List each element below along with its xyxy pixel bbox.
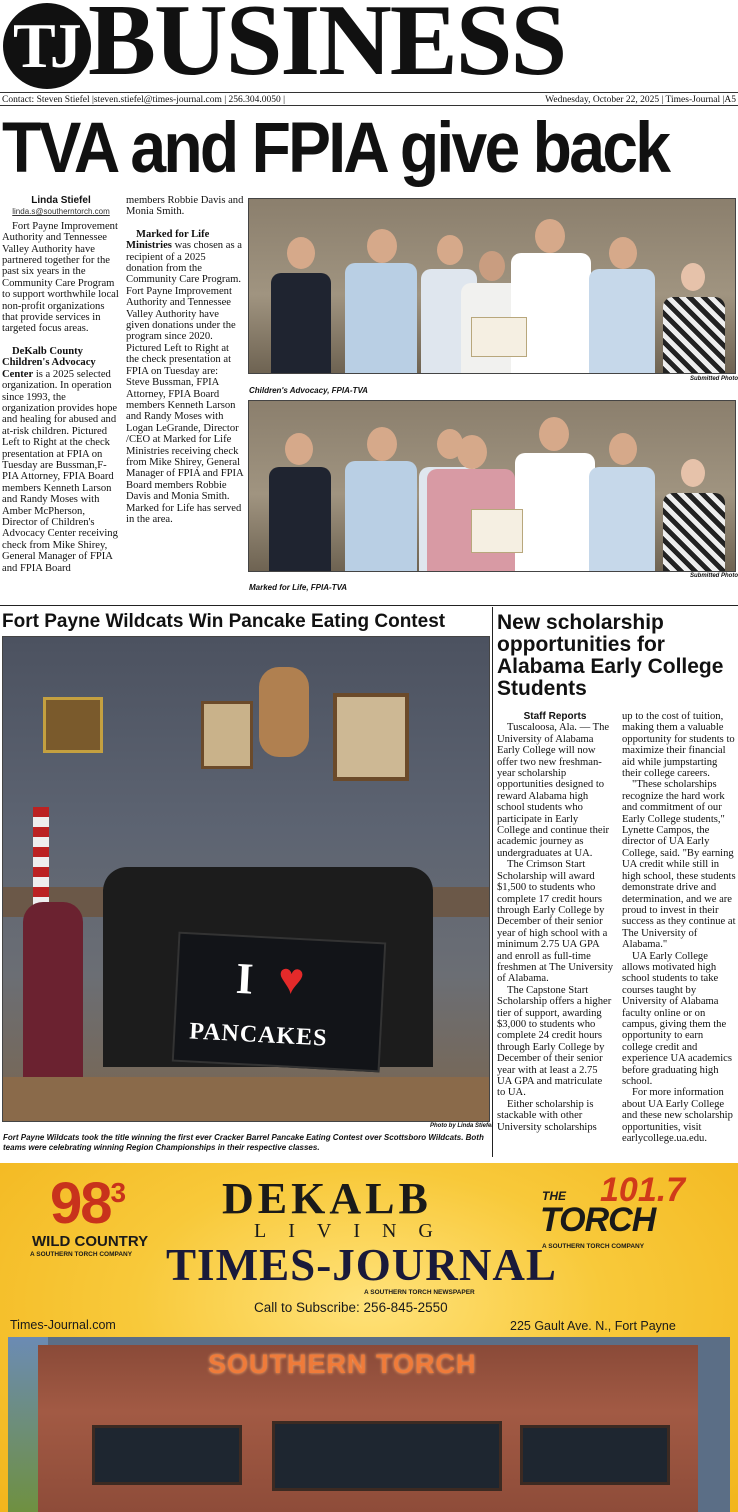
scholarship-paragraph: The Capstone Start Scholarship offers a higher tier of support, awarding $3,000 to students who complete 24 credit hours through Early College by December of their senior year with at least a 2.75 UA GPA and matriculate to UA. [497, 984, 612, 1099]
byline-email: linda.s@southerntorch.com [12, 207, 110, 217]
living-logo: LIVING [254, 1220, 455, 1242]
lead-paragraph: Fort Payne Improvement Authority and Tennessee Valley Authority have partnered together for the past six years in the Community Care Program to support worthwhile local non-profit organizations that provide services in targeted focus areas. [2, 220, 119, 335]
pancake-photo-credit: Photo by Linda Stiefel [430, 1123, 494, 1129]
section-title: BUSINESS [88, 0, 566, 97]
dateline: Wednesday, October 22, 2025 | Times-Journal |A5 [545, 95, 736, 105]
scholarship-column-1 [497, 711, 613, 1133]
byline: Linda Stiefel [31, 195, 91, 206]
photo1-caption: Children's Advocacy, FPIA-TVA [249, 386, 368, 395]
section-divider [0, 605, 738, 606]
lead-paragraph: DeKalb County Children's Advocacy Center is a 2025 selected organization. In operation since 1993, the organization provides hope and healing for abused and at-risk children. Pictured Left to Right at the check presentation at FPIA on Tuesday are Bussman,F-PIA Attorney, FPIA Board members Kenneth Larson and Randy Moses with Amber McPherson, Director of Children's Advocacy Center receiving check from Mike Shirey, General Manager of FPIA and FPIA Board [2, 345, 118, 574]
lead-paragraph: members Robbie Davis and Monia Smith. [126, 195, 244, 218]
check-prop [471, 317, 527, 357]
heart-icon: ♥ [276, 953, 306, 1005]
photo2-caption: Marked for Life, FPIA-TVA [249, 583, 348, 592]
pancakes-banner: I ♥ PANCAKES [172, 932, 387, 1073]
masthead [0, 0, 738, 97]
photo2-credit: Submitted Photo [690, 573, 738, 579]
pancake-headline: Fort Payne Wildcats Win Pancake Eating Contest [2, 611, 446, 632]
scholarship-paragraph: Tuscaloosa, Ala. — The University of Alabama Early College will now offer two new freshman-year scholarship opportunities designed to reward Alabama high school students who participate in Early College and continue their academic journey as undergraduates at UA. [497, 722, 610, 859]
times-journal-tag: A SOUTHERN TORCH NEWSPAPER [364, 1289, 475, 1296]
torch-radio-tag: A SOUTHERN TORCH COMPANY [542, 1243, 645, 1250]
scholarship-headline: New scholarship opportunities for Alabama Early College Students [497, 611, 724, 700]
scholarship-paragraph: The Crimson Start Scholarship will award $1,500 to students who complete 17 credit hours through Early College by December of their senior year of high school with a minimum 2.75 UA GPA and enroll as full-time freshmen at The University of Alabama. [497, 859, 614, 985]
scholarship-paragraph: UA Early College allows motivated high school students to take courses taught by University of Alabama faculty online or on campus, giving them the opportunity to earn college credit and experience UA academics before graduating high school. [622, 950, 732, 1087]
pancake-caption: Fort Payne Wildcats took the title winning the first ever Cracker Barrel Pancake Eating Contest over Scottsboro Wildcats. Both teams were celebrating winning Region Championships in their respective classes. [3, 1133, 484, 1152]
lead-headline: TVA and FPIA give back [2, 109, 669, 188]
subscription-ad [0, 1163, 738, 1512]
lead-column-1 [2, 195, 120, 574]
contact-info: Contact: Steven Stiefel |steven.stiefel@times-journal.com | 256.304.0050 | [2, 95, 286, 105]
subscribe-phone: Call to Subscribe: 256-845-2550 [254, 1300, 448, 1315]
office-address: 225 Gault Ave. N., Fort Payne [510, 1319, 676, 1333]
contact-bar [0, 92, 738, 106]
photo1-credit: Submitted Photo [690, 376, 738, 382]
radio-98-logo: $98^3$ [50, 1171, 125, 1236]
photo-childrens-advocacy [248, 198, 736, 374]
scholarship-paragraph: "These scholarships recognize the hard work and commitment of our Early College students," Lynette Campos, the director of UA Early College, said. "By earning UA credit while still in high school, these students demonstrate drive and determination, and we are proud to invest in their success as they continue at The University of Alabama." [622, 779, 736, 951]
tj-logo: TJ [3, 3, 91, 89]
lead-column-2 [126, 195, 244, 525]
photo-marked-for-life [248, 400, 736, 572]
scholarship-paragraph: Either scholarship is stackable with other University scholarships [497, 1098, 597, 1133]
scholarship-column-2 [622, 711, 736, 1144]
check-prop [471, 509, 523, 553]
torch-radio-logo: THE 101.7 TORCH [540, 1171, 686, 1239]
times-journal-logo: TIMES-JOURNAL [166, 1239, 557, 1290]
lead-paragraph: Marked for Life Ministries was chosen as a recipient of a 2025 donation from the Community Care Program. Fort Payne Improvement Authority and Tennessee Valley Authority have given donations under the program since 2020. Pictured Left to Right at the check presentation at FPIA on Tuesday are: Steve Bussman, FPIA Attorney, FPIA Board members Kenneth Larson and Randy Moses with Logan LeGrande, Director /CEO at Marked for Life Ministries receiving check from Mike Shirey, General Manager of FPIA and FPIA Board members Robbie Davis and Monia Smith. Marked for Life has served in the area. [126, 228, 244, 525]
radio-98-name: WILD COUNTRY [32, 1233, 149, 1250]
scholarship-paragraph: up to the cost of tuition, making them a valuable opportunity for students to maximize their financial aid while jumpstarting their college careers. [622, 711, 735, 780]
website-url: Times-Journal.com [10, 1318, 116, 1332]
radio-98-tag: A SOUTHERN TORCH COMPANY [30, 1251, 133, 1258]
building-sign: SOUTHERN TORCH [208, 1349, 477, 1379]
column-divider [492, 607, 493, 1157]
scholarship-paragraph: For more information about UA Early College and these new scholarship opportunities, visit earlycollege.ua.edu. [622, 1087, 733, 1145]
dekalb-logo: DEKALB [222, 1174, 432, 1223]
building-photo [8, 1337, 730, 1512]
photo-pancake-team [2, 636, 490, 1122]
scholarship-byline: Staff Reports [523, 711, 587, 722]
